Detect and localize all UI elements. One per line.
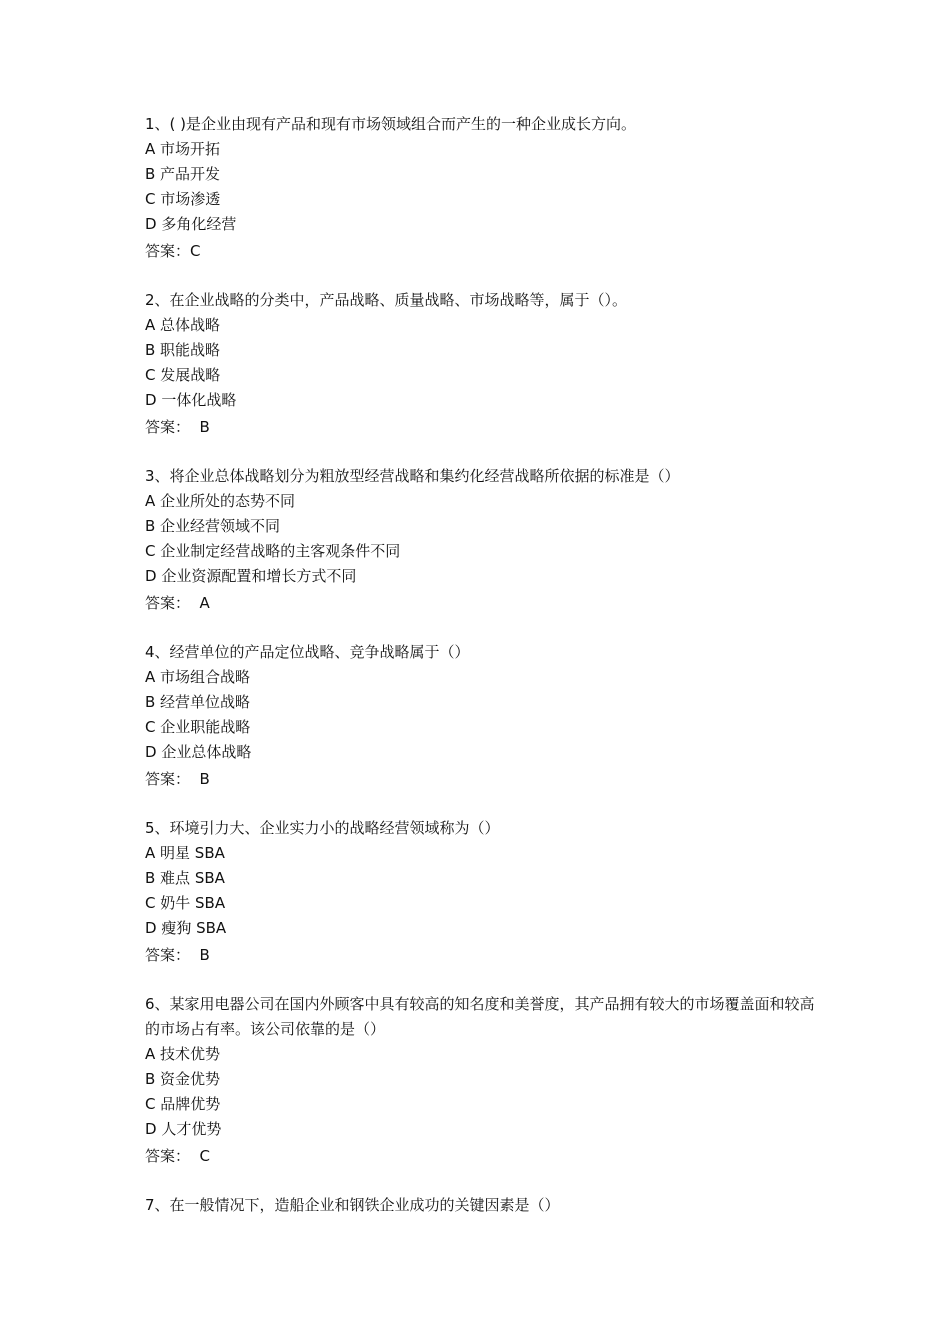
option-a: A 明星 SBA [145,844,225,862]
question-stem: 6、某家用电器公司在国内外顾客中具有较高的知名度和美誉度，其产品拥有较大的市场覆盖面和较高的市场占有率。该公司依靠的是（） [145,995,815,1038]
option-a: A 企业所处的态势不同 [145,492,296,510]
option-b: B 资金优势 [145,1070,221,1088]
option-c: C 品牌优势 [145,1095,221,1113]
answer-line: 答案： B [145,418,210,436]
option-d: D 企业总体战略 [145,743,252,761]
question-7 [145,1193,825,1218]
option-b: B 企业经营领域不同 [145,517,281,535]
option-c: C 企业职能战略 [145,718,251,736]
option-a: A 市场开拓 [145,140,221,158]
option-c: C 发展战略 [145,366,221,384]
question-5 [145,816,825,968]
option-d: D 人才优势 [145,1120,222,1138]
question-stem: 1、( )是企业由现有产品和现有市场领域组合而产生的一种企业成长方向。 [145,115,637,133]
answer-line: 答案： A [145,594,210,612]
question-stem: 7、在一般情况下，造船企业和钢铁企业成功的关键因素是（） [145,1196,560,1214]
question-4 [145,640,825,792]
option-b: B 经营单位战略 [145,693,251,711]
option-c: C 企业制定经营战略的主客观条件不同 [145,542,401,560]
answer-line: 答案：C [145,242,201,260]
question-3 [145,464,825,616]
option-c: C 市场渗透 [145,190,221,208]
question-stem: 4、经营单位的产品定位战略、竞争战略属于（） [145,643,470,661]
option-a: A 技术优势 [145,1045,221,1063]
answer-line: 答案： B [145,770,210,788]
option-a: A 总体战略 [145,316,221,334]
question-stem: 2、在企业战略的分类中，产品战略、质量战略、市场战略等，属于（）。 [145,291,628,309]
option-c: C 奶牛 SBA [145,894,226,912]
option-d: D 多角化经营 [145,215,237,233]
document-body [145,112,825,1242]
option-d: D 一体化战略 [145,391,237,409]
question-stem: 5、环境引力大、企业实力小的战略经营领域称为（） [145,819,500,837]
option-d: D 企业资源配置和增长方式不同 [145,567,357,585]
question-stem: 3、将企业总体战略划分为粗放型经营战略和集约化经营战略所依据的标准是（） [145,467,680,485]
answer-line: 答案： C [145,1147,211,1165]
option-b: B 难点 SBA [145,869,225,887]
option-b: B 产品开发 [145,165,221,183]
question-2 [145,288,825,440]
question-1 [145,112,825,264]
answer-line: 答案： B [145,946,210,964]
option-d: D 瘦狗 SBA [145,919,227,937]
question-6 [145,992,825,1169]
option-b: B 职能战略 [145,341,221,359]
option-a: A 市场组合战略 [145,668,251,686]
